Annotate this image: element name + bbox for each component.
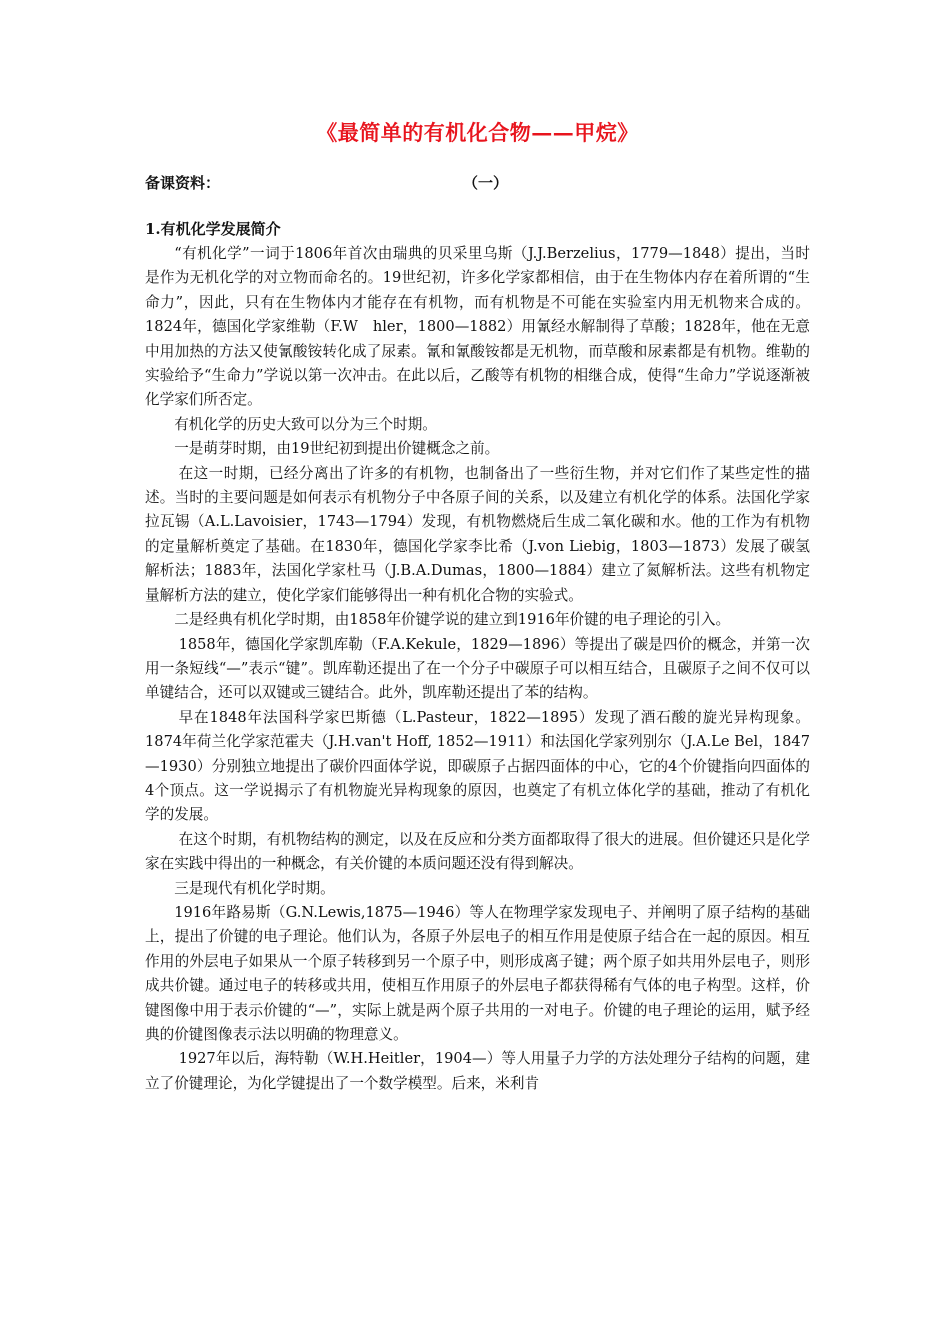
paragraph-period-1: 一是萌芽时期，由19世纪初到提出价键概念之前。 xyxy=(174,440,500,458)
paragraph-period-3: 三是现代有机化学时期。 xyxy=(174,879,335,897)
paragraph-period-2: 二是经典有机化学时期，由1858年价键学说的建立到1916年价键的电子理论的引入。 xyxy=(174,611,731,629)
prep-row xyxy=(145,172,810,198)
prep-label: 备课资料： xyxy=(145,174,221,192)
paragraph-period-2-summary: 在这个时期，有机物结构的测定，以及在反应和分类方面都取得了很大的进展。但价键还只是化学家在实践中得出的一种概念，有关价键的本质问题还没有得到解决。 xyxy=(145,830,810,873)
paragraph-origin: “有机化学”一词于1806年首次由瑞典的贝采里乌斯（J.J.Berzelius，1779—1848）提出，当时是作为无机化学的对立物而命名的。19世纪初，许多化学家都相信，由于在生物体内存在着所谓的“生命力”，因此，只有在生物体内才能存在有机物，而有机物是不可能在实验室内用无机物来合成的。1824年，德国化学家维勒（F.W hler，1800—1882）用氰经水解制得了草酸；1828年，他在无意中用加热的方法又使氰酸铵转化成了尿素。氰和氰酸铵都是无机物，而草酸和尿素都是有机物。维勒的实验给予“生命力”学说以第一次冲击。在此以后，乙酸等有机物的相继合成，使得“生命力”学说逐渐被化学家们所否定。 xyxy=(145,245,810,409)
paragraph-period-1-detail: 在这一时期，已经分离出了许多的有机物，也制备出了一些衍生物，并对它们作了某些定性的描述。当时的主要问题是如何表示有机物分子中各原子间的关系，以及建立有机化学的体系。法国化学家拉瓦锡（A.L.Lavoisier，1743—1794）发现，有机物燃烧后生成二氧化碳和水。他的工作为有机物的定量解析奠定了基础。在1830年，德国化学家李比希（J.von Liebig，1803—1873）发展了碳氢解析法；1883年，法国化学家杜马（J.B.A.Dumas，1800—1884）建立了氮解析法。这些有机物定量解析方法的建立，使化学家们能够得出一种有机化合物的实验式。 xyxy=(145,464,810,604)
paragraph-heitler: 1927年以后，海特勒（W.H.Heitler，1904—）等人用量子力学的方法处理分子结构的问题，建立了价键理论，为化学键提出了一个数学模型。后来，米利肯 xyxy=(145,1050,810,1092)
paragraph-periods: 有机化学的历史大致可以分为三个时期。 xyxy=(174,415,437,433)
paragraph-kekule: 1858年，德国化学家凯库勒（F.A.Kekule，1829—1896）等提出了碳是四价的概念，并第一次用一条短线“—”表示“键”。凯库勒还提出了在一个分子中碳原子可以相互结合，且碳原子之间不仅可以单键结合，还可以双键或三键结合。此外，凯库勒还提出了苯的结构。 xyxy=(145,635,810,702)
paragraph-lewis: 1916年路易斯（G.N.Lewis,1875—1946）等人在物理学家发现电子、并阐明了原子结构的基础上，提出了价键的电子理论。他们认为，各原子外层电子的相互作用是使原子结合在一起的原因。相互作用的外层电子如果从一个原子转移到另一个原子中，则形成离子键；两个原子如共用外层电子，则形成共价键。通过电子的转移或共用，使相互作用原子的外层电子都获得稀有气体的电子构型。这样，价键图像中用于表示价键的“—”，实际上就是两个原子共用的一对电子。价键的电子理论的运用，赋予经典的价键图像表示法以明确的物理意义。 xyxy=(145,903,810,1043)
paragraph-pasteur: 早在1848年法国科学家巴斯德（L.Pasteur，1822—1895）发现了酒石酸的旋光异构现象。1874年荷兰化学家范霍夫（J.H.van't Hoff, 1852—1911）和法国化学家列别尔（J.A.Le Bel，1847—1930）分别独立地提出了碳价四面体学说，即碳原子占据四面体的中心，它的4个价键指向四面体的4个顶点。这一学说揭示了有机物旋光异构现象的原因，也奠定了有机立体化学的基础，推动了有机化学的发展。 xyxy=(145,708,810,824)
section-number: （一） xyxy=(463,174,509,192)
document-page xyxy=(145,118,810,1096)
section-heading: 1.有机化学发展简介 xyxy=(145,220,281,238)
document-title: 《最简单的有机化合物——甲烷》 xyxy=(316,120,639,145)
